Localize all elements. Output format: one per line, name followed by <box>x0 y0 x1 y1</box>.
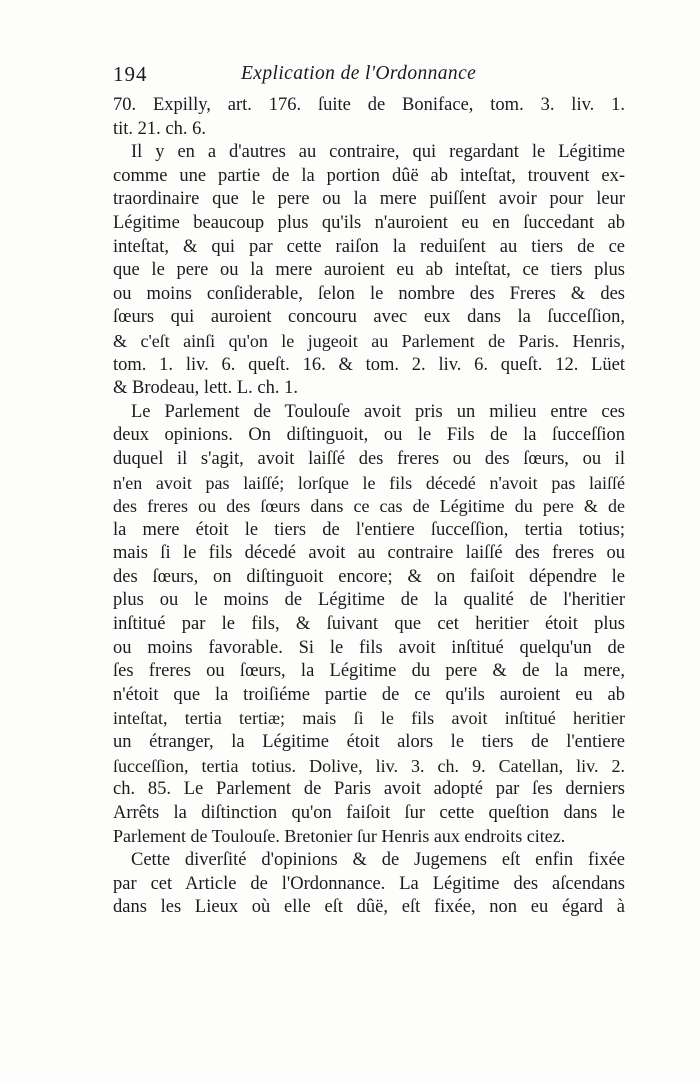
text-line: duquel il s'agit, avoit laiſſé des freres ou des ſœurs, ou il <box>113 448 625 469</box>
text-line: Il y en a d'autres au contraire, qui regardant le Légitime <box>131 142 625 163</box>
text-line: Parlement de Toulouſe. Bretonier ſur Henris aux endroits citez. <box>113 826 566 847</box>
text-line: des ſœurs, on diſtinguoit encore; & on faiſoit dépendre le <box>113 566 625 587</box>
text-line: n'en avoit pas laiſſé; lorſque le fils décedé n'avoit pas laiſſé <box>113 472 625 493</box>
body-text <box>113 94 625 920</box>
text-line: plus ou le moins de Légitime de la qualité de l'heritier <box>113 590 625 611</box>
text-line: Cette diverſité d'opinions & de Jugemens eſt enfin fixée <box>131 850 625 870</box>
text-line: un étranger, la Légitime étoit alors le tiers de l'entiere <box>113 732 625 753</box>
page-header <box>113 62 623 92</box>
text-line: des freres ou des ſœurs dans ce cas de Légitime du pere & de <box>113 496 625 517</box>
text-line: par cet Article de l'Ordonnance. La Légitime des aſcendans <box>113 873 625 894</box>
text-line: ou moins conſiderable, ſelon le nombre des Freres & des <box>113 283 625 304</box>
text-line: tom. 1. liv. 6. queſt. 16. & tom. 2. liv. 6. queſt. 12. Lüet <box>113 354 625 375</box>
text-line: la mere étoit le tiers de l'entiere ſucceſſion, tertia totius; <box>113 519 625 540</box>
text-line: dans les Lieux où elle eſt dûë, eſt fixée, non eu égard à <box>113 897 625 918</box>
text-line: 70. Expilly, art. 176. ſuite de Boniface, tom. 3. liv. 1. <box>113 95 625 115</box>
text-line: & Brodeau, lett. L. ch. 1. <box>113 378 298 399</box>
text-line: & c'eſt ainſi qu'on le jugeoit au Parlement de Paris. Henris, <box>113 330 625 351</box>
text-line: inſtitué par le fils, & ſuivant que cet heritier étoit plus <box>113 614 625 635</box>
text-line: comme une partie de la portion dûë ab inteſtat, trouvent ex- <box>113 165 625 186</box>
text-line: traordinaire que le pere ou la mere puiſſent avoir pour leur <box>113 189 625 210</box>
text-line: ſœurs qui auroient concouru avec eux dans la ſucceſſion, <box>113 307 625 328</box>
text-line: mais ſi le fils décedé avoit au contraire laiſſé des freres ou <box>113 543 625 564</box>
text-line: inteſtat, & qui par cette raiſon la reduiſent au tiers de ce <box>113 236 625 257</box>
text-line: ch. 85. Le Parlement de Paris avoit adopté par ſes derniers <box>113 779 625 800</box>
text-line: Arrêts la diſtinction qu'on faiſoit ſur cette queſtion dans le <box>113 802 625 823</box>
text-line: n'étoit que la troiſiéme partie de ce qu'ils auroient eu ab <box>113 684 625 705</box>
text-line: Légitime beaucoup plus qu'ils n'auroient eu en ſuccedant ab <box>113 212 625 233</box>
text-line: inteſtat, tertia tertiæ; mais ſi le fils avoit inſtitué heritier <box>113 708 625 729</box>
page-number: 194 <box>113 62 148 86</box>
text-line: tit. 21. ch. 6. <box>113 118 207 139</box>
text-line: deux opinions. On diſtinguoit, ou le Fils de la ſucceſſion <box>113 425 625 446</box>
running-head: Explication de l'Ordonnance <box>241 63 477 84</box>
text-line: Le Parlement de Toulouſe avoit pris un milieu entre ces <box>131 401 625 422</box>
text-line: ſes freres ou ſœurs, la Légitime du pere & de la mere, <box>113 661 625 682</box>
text-line: ou moins favorable. Si le fils avoit inſtitué quelqu'un de <box>113 637 625 658</box>
text-line: que le pere ou la mere auroient eu ab inteſtat, ce tiers plus <box>113 260 625 281</box>
text-line: ſucceſſion, tertia totius. Dolive, liv. 3. ch. 9. Catellan, liv. 2. <box>113 755 625 776</box>
